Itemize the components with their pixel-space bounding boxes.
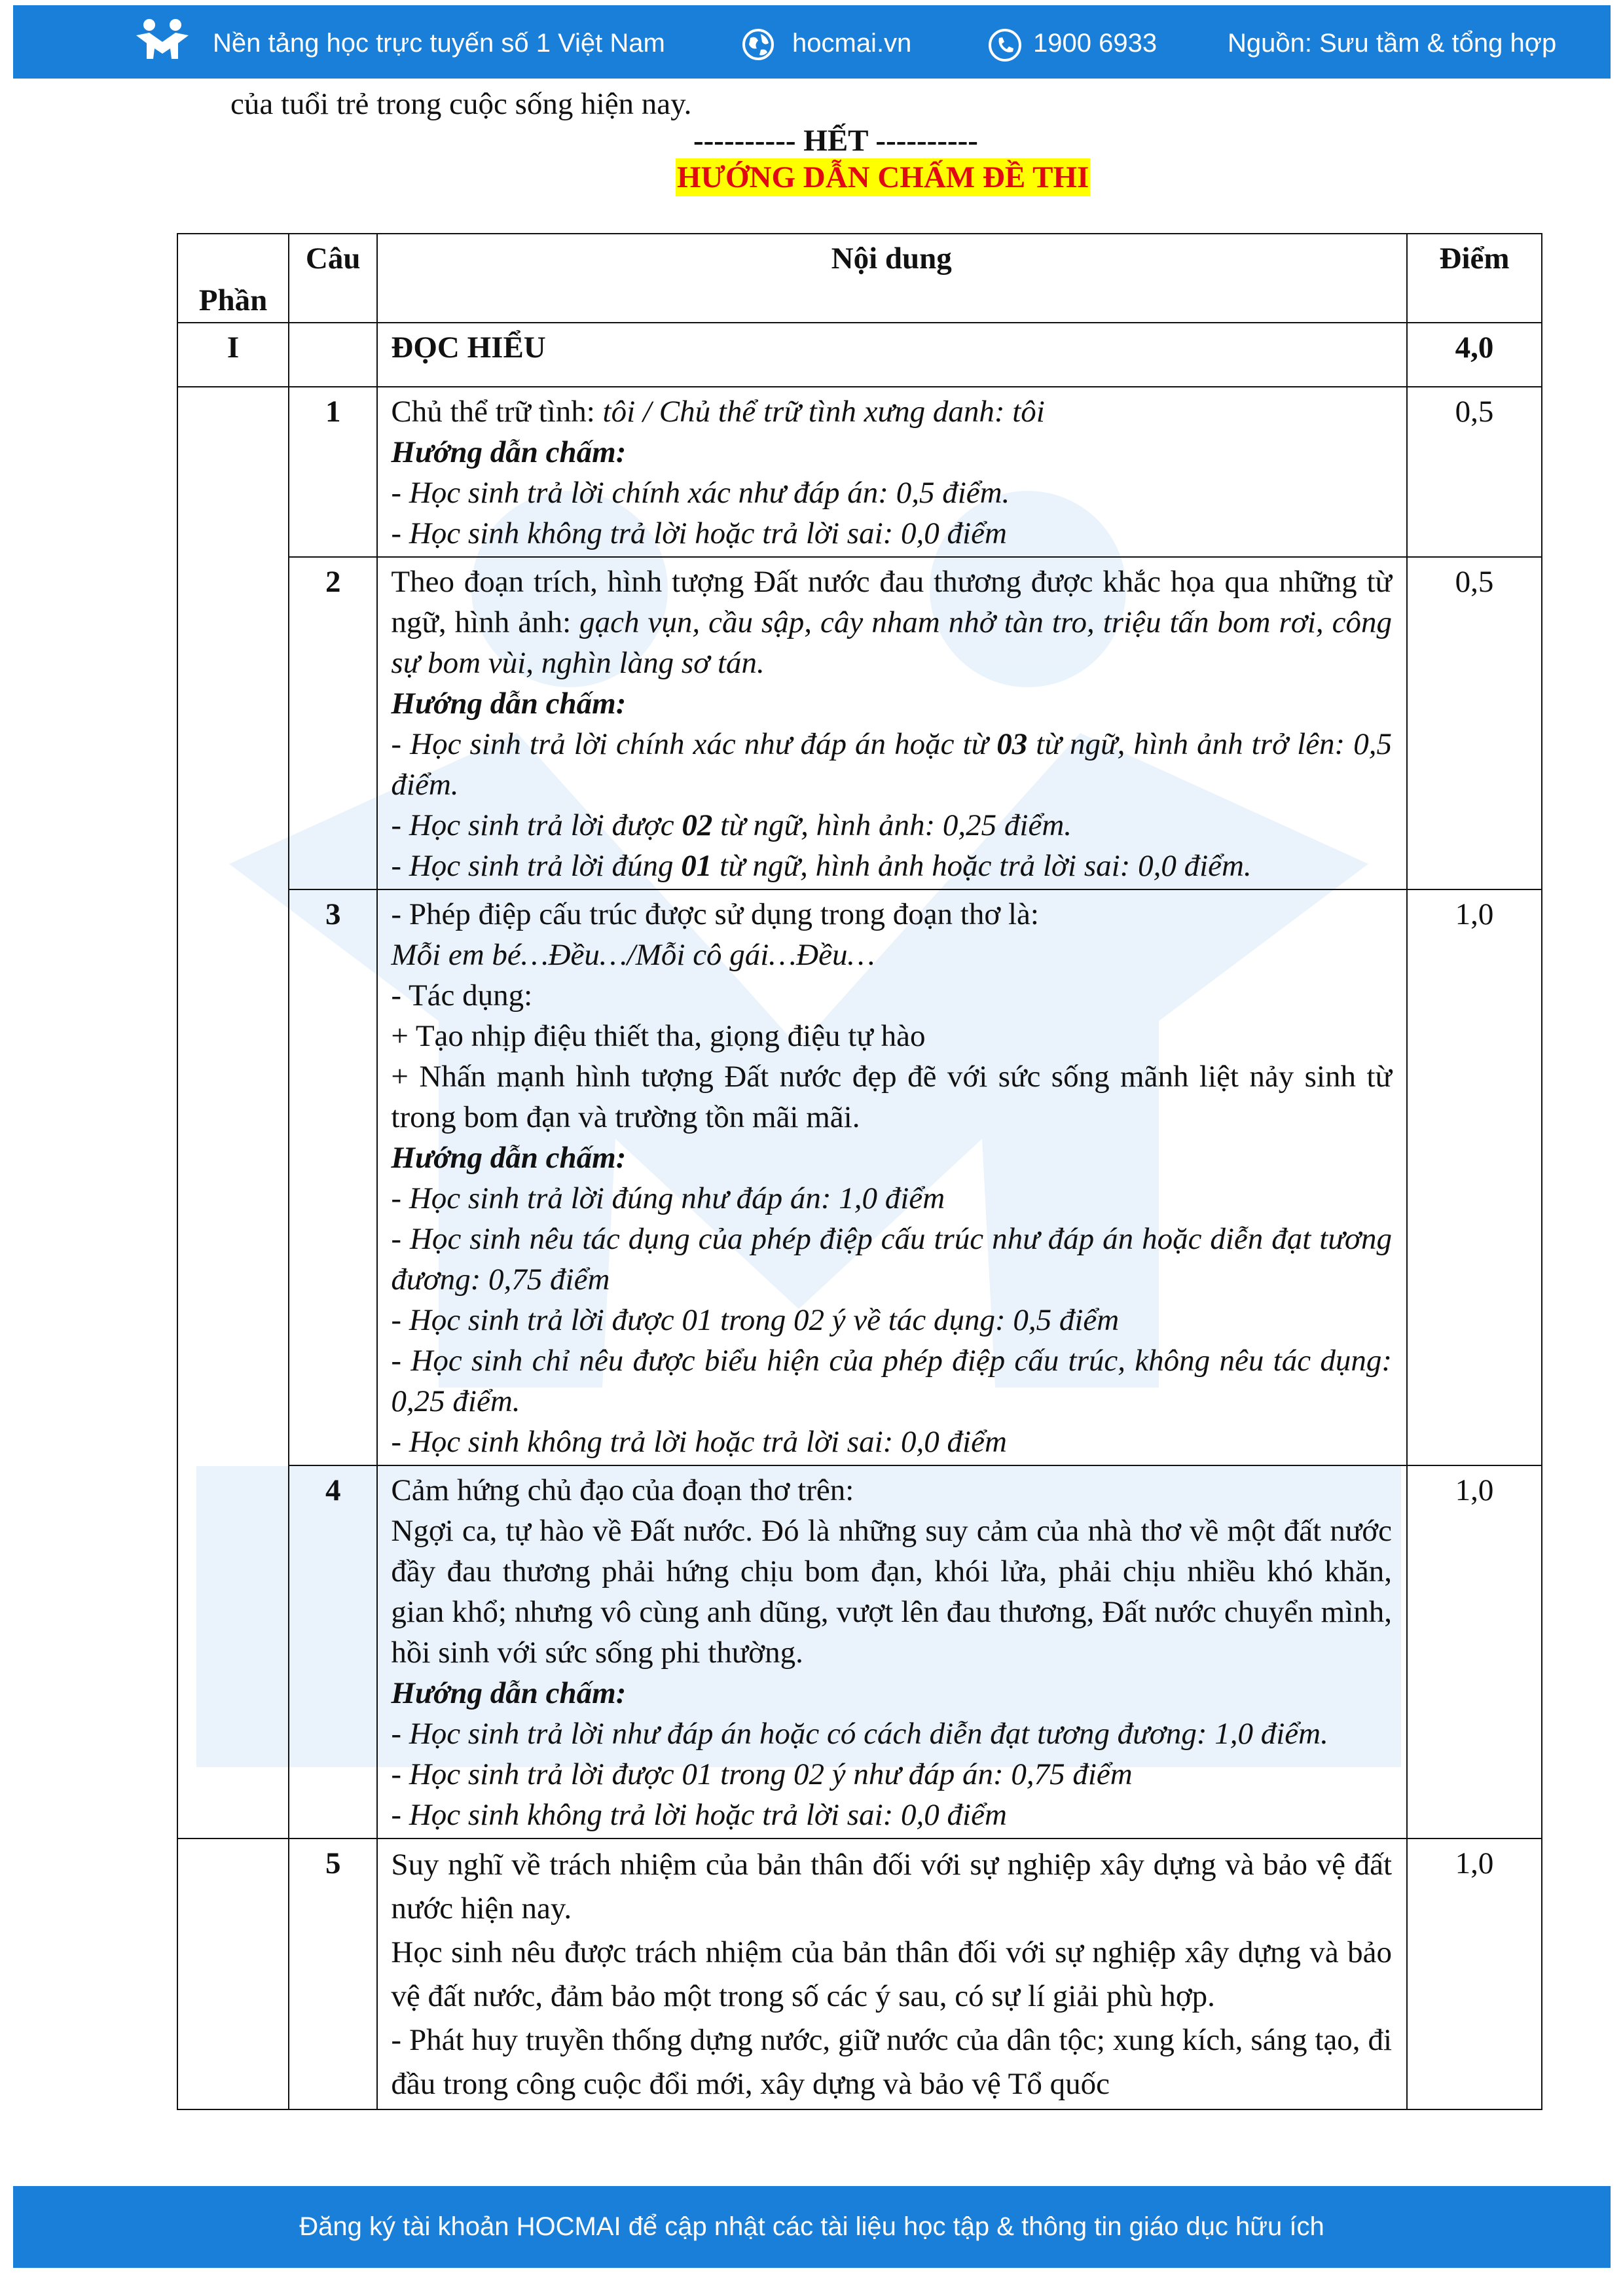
question-score: 1,0: [1407, 1465, 1542, 1839]
grading-table: [177, 233, 1542, 2110]
guide-line: - Học sinh nêu tác dụng của phép điệp cấu trúc như đáp án hoặc diễn đạt tương đương: 0,75 điểm: [391, 1222, 1393, 1297]
answer-text: + Nhấn mạnh hình tượng Đất nước đẹp đẽ với sức sống mãnh liệt nảy sinh từ trong bom đạn và trường tồn mãi mãi.: [391, 1060, 1393, 1134]
answer-text: Theo đoạn trích, hình tượng Đất nước đau thương được khắc họa qua những từ ngữ, hình ảnh:: [391, 565, 1393, 639]
hocmai-logo: [130, 16, 195, 72]
end-marker: ---------- HẾT ----------: [693, 124, 978, 158]
table-row-q2: [177, 557, 1542, 889]
source-note: Nguồn: Sưu tầm & tổng hợp: [1228, 29, 1557, 58]
question-number: 4: [289, 1465, 377, 1839]
header-content: Nội dung: [377, 234, 1407, 323]
question-score: 0,5: [1407, 387, 1542, 557]
part-cell-group: [177, 387, 289, 1839]
question-content: [377, 1839, 1407, 2109]
guide-line: - Học sinh trả lời được 02 từ ngữ, hình ảnh: 0,25 điểm.: [391, 808, 1072, 842]
guide-line: - Học sinh không trả lời hoặc trả lời sai: 0,0 điểm: [391, 1798, 1007, 1832]
question-number: 3: [289, 889, 377, 1465]
question-content: [377, 1465, 1407, 1839]
question-score: 1,0: [1407, 889, 1542, 1465]
answer-italic: gạch vụn, cầu sập, cây nham nhở tàn tro, triệu tấn bom rơi, công sự bom vùi, nghìn làng sơ tán.: [391, 605, 1393, 680]
header-score: Điểm: [1407, 234, 1542, 323]
answer-text: Cảm hứng chủ đạo của đoạn thơ trên:: [391, 1473, 854, 1507]
guide-label: Hướng dẫn chấm:: [391, 435, 627, 469]
guide-label: Hướng dẫn chấm:: [391, 1676, 627, 1710]
question-number: 2: [289, 557, 377, 889]
guide-line: - Học sinh trả lời được 01 trong 02 ý về tác dụng: 0,5 điểm: [391, 1303, 1120, 1337]
phone-icon: [987, 27, 1023, 63]
section-score: 4,0: [1407, 323, 1542, 387]
question-content: [377, 557, 1407, 889]
answer-text: Chủ thể trữ tình:: [391, 395, 603, 429]
header-part: Phần: [177, 234, 289, 323]
question-number: 5: [289, 1839, 377, 2109]
section-row: [177, 323, 1542, 387]
question-score: 0,5: [1407, 557, 1542, 889]
guide-label: Hướng dẫn chấm:: [391, 1141, 627, 1175]
guide-line: - Học sinh trả lời được 01 trong 02 ý như đáp án: 0,75 điểm: [391, 1757, 1133, 1791]
guide-line: - Học sinh chỉ nêu được biểu hiện của phép điệp cấu trúc, không nêu tác dụng: 0,25 điểm.: [391, 1344, 1393, 1418]
question-content: [377, 387, 1407, 557]
section-part: I: [177, 323, 289, 387]
site-link[interactable]: hocmai.vn: [792, 29, 912, 58]
section-title: ĐỌC HIỂU: [377, 323, 1407, 387]
answer-text: Học sinh nêu được trách nhiệm của bản thân đối với sự nghiệp xây dựng và bảo vệ đất nước, đảm bảo một trong số các ý sau, có sự lí giải phù hợp.: [391, 1935, 1393, 2013]
footer-text[interactable]: Đăng ký tài khoản HOCMAI để cập nhật các tài liệu học tập & thông tin giáo dục hữu ích: [299, 2212, 1324, 2241]
answer-text: + Tạo nhịp điệu thiết tha, giọng điệu tự hào: [391, 1019, 926, 1053]
guide-line: - Học sinh không trả lời hoặc trả lời sai: 0,0 điểm: [391, 516, 1007, 550]
globe-icon: [741, 27, 775, 62]
footer-banner: [13, 2186, 1611, 2268]
question-content: [377, 889, 1407, 1465]
guide-line: - Học sinh trả lời chính xác như đáp án hoặc từ 03 từ ngữ, hình ảnh trở lên: 0,5 điểm.: [391, 727, 1393, 802]
answer-italic: Mỗi em bé…Đều…/Mỗi cô gái…Đều…: [391, 938, 875, 972]
guide-label: Hướng dẫn chấm:: [391, 687, 627, 721]
guide-line: - Học sinh không trả lời hoặc trả lời sai: 0,0 điểm: [391, 1425, 1007, 1459]
table-row-q5: [177, 1839, 1542, 2109]
answer-text: - Phép điệp cấu trúc được sử dụng trong đoạn thơ là:: [391, 897, 1039, 931]
answer-text: - Phát huy truyền thống dựng nước, giữ nước của dân tộc; xung kích, sáng tạo, đi đầu trong công cuộc đổi mới, xây dựng và bảo vệ Tổ quốc: [391, 2023, 1393, 2101]
hotline[interactable]: 1900 6933: [1033, 29, 1158, 58]
header-tagline: Nền tảng học trực tuyến số 1 Việt Nam: [213, 29, 665, 58]
guide-line: - Học sinh trả lời như đáp án hoặc có cách diễn đạt tương đương: 1,0 điểm.: [391, 1717, 1328, 1751]
answer-text: Ngợi ca, tự hào về Đất nước. Đó là những suy cảm của nhà thơ về một đất nước đầy đau thương phải hứng chịu bom đạn, khói lửa, phải chịu nhiều khó khăn, gian khổ; nhưng vô cùng anh dũng, vượt lên đau thương, Đất nước chuyển mình, hồi sinh với sức sống phi thường.: [391, 1514, 1393, 1670]
guide-line: - Học sinh trả lời chính xác như đáp án: 0,5 điểm.: [391, 476, 1010, 510]
table-row-q3: [177, 889, 1542, 1465]
header-banner: [13, 5, 1611, 79]
answer-italic: tôi / Chủ thể trữ tình xưng danh: tôi: [602, 395, 1045, 429]
lead-line: của tuổi trẻ trong cuộc sống hiện nay.: [230, 87, 692, 121]
part-cell: [177, 1839, 289, 2109]
header-question: Câu: [289, 234, 377, 323]
answer-text: - Tác dụng:: [391, 978, 533, 1013]
table-row-q4: [177, 1465, 1542, 1839]
grading-guide-title: HƯỚNG DẪN CHẤM ĐỀ THI: [676, 158, 1090, 196]
answer-text: Suy nghĩ về trách nhiệm của bản thân đối với sự nghiệp xây dựng và bảo vệ đất nước hiện nay.: [391, 1848, 1393, 1926]
guide-line: - Học sinh trả lời đúng 01 từ ngữ, hình ảnh hoặc trả lời sai: 0,0 điểm.: [391, 849, 1252, 883]
question-number: 1: [289, 387, 377, 557]
section-empty-cell: [289, 323, 377, 387]
table-header-row: [177, 234, 1542, 323]
guide-line: - Học sinh trả lời đúng như đáp án: 1,0 điểm: [391, 1181, 945, 1215]
question-score: 1,0: [1407, 1839, 1542, 2109]
table-row-q1: [177, 387, 1542, 557]
